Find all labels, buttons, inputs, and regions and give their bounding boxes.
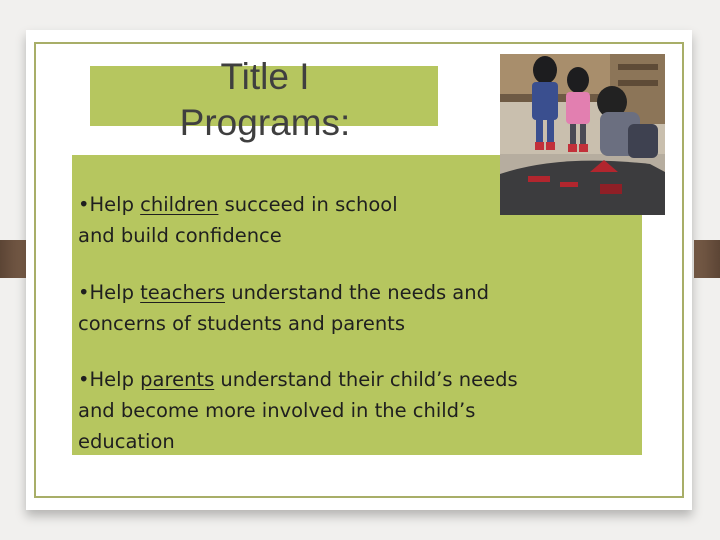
left-wood-tab [0, 240, 26, 278]
bullet-text-line2: and become more involved in the child’s [78, 399, 476, 422]
keyword-parents: parents [140, 368, 215, 391]
bullet-parents [78, 364, 518, 457]
bullet-children [78, 189, 398, 251]
bullet-text-line2: and build confidence [78, 224, 282, 247]
workshop-photo-illustration [500, 54, 665, 215]
bullet-prefix: •Help [78, 281, 141, 304]
bullet-prefix: •Help [78, 368, 141, 391]
bullet-prefix: •Help [78, 193, 141, 216]
title-line-1: Title I [220, 56, 310, 97]
bullet-text: understand the needs and [225, 281, 489, 304]
bullet-teachers [78, 277, 489, 339]
right-wood-tab [694, 240, 720, 278]
bullet-text: succeed in school [218, 193, 398, 216]
bullet-text: understand their child’s needs [214, 368, 518, 391]
keyword-children: children [140, 193, 219, 216]
bullet-text-line3: education [78, 430, 175, 453]
workshop-photo [500, 54, 665, 215]
keyword-teachers: teachers [140, 281, 226, 304]
bullet-text-line2: concerns of students and parents [78, 312, 405, 335]
slide-title [90, 54, 440, 146]
title-line-2: Programs: [179, 102, 351, 143]
